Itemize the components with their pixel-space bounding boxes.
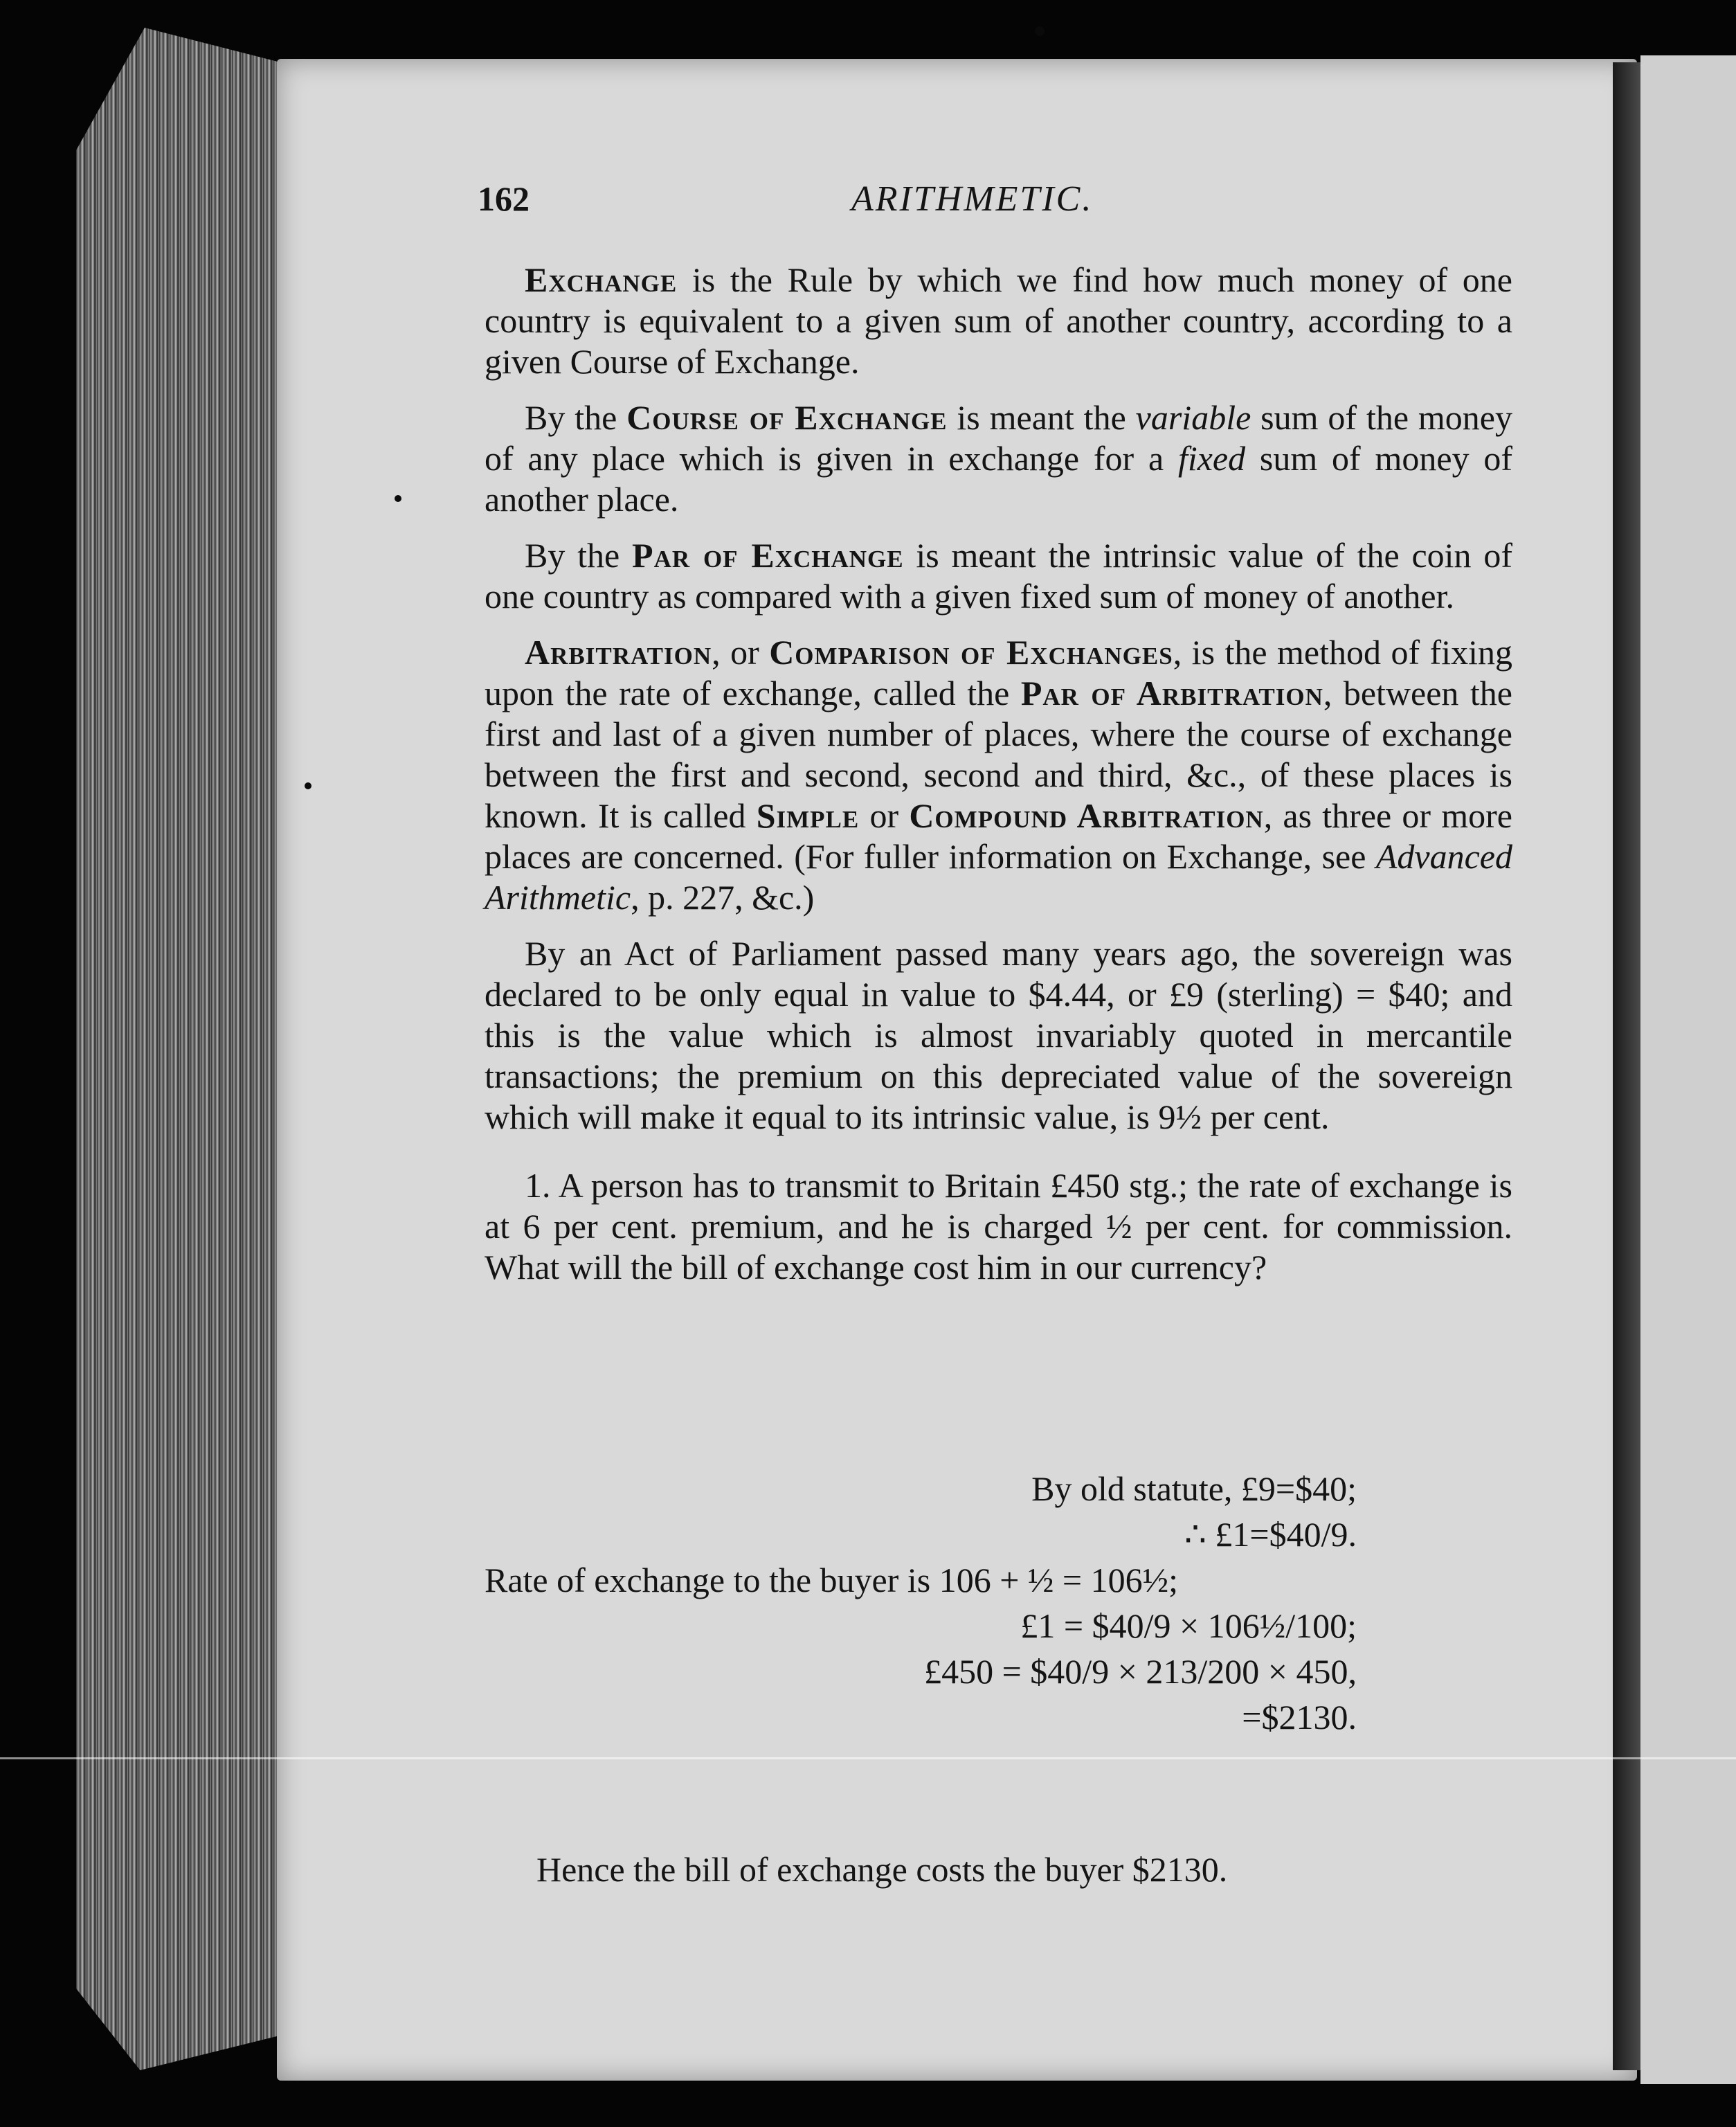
emphasis-variable: variable [1135,398,1251,437]
paragraph-text: , between the first and last of a given number of places, where the course of exchange between the first and second, second and third, &c., of these places is known. It is called [485,674,1513,835]
calc-line-one-pound: ∴ £1=$40/9. [1184,1515,1357,1554]
term-arbitration: Arbitration [525,633,712,672]
paragraph-text: , p. 227, &c.) [631,878,815,917]
calc-line-result: =$2130. [1242,1698,1357,1736]
paragraph-text: By an Act of Parliament passed many years ago, the sovereign was declared to be only equal in value to $4.44, or £9 (sterling) = $40; and this is the value which is almost invariably quoted in mercantile transactions; the premium on this depreciated value of the sovereign which will make it equal to its intrinsic value, is 9½ per cent. [485,934,1512,1136]
problem-1 [485,1165,1512,1288]
term-exchange: Exchange [525,260,678,299]
paragraph-par-of-exchange [485,535,1512,617]
reference-title: Advanced Arithmetic [485,837,1512,917]
page-number: 162 [478,179,530,218]
paragraph-text: , as three or more places are concerned. (For fuller information on Exchange, see [485,796,1513,876]
page-body [485,260,1512,1302]
term-simple: Simple [756,796,860,835]
ink-speck [1035,26,1045,36]
ink-speck [305,782,311,789]
paragraph-text: is meant the [947,398,1136,437]
worked-calculation [485,1468,1357,1742]
term-course-of-exchange: Course of Exchange [626,398,948,437]
facing-page-edge [1640,55,1736,2084]
calc-line-rate: Rate of exchange to the buyer is 106 + ½ = 106½; [485,1561,1179,1599]
paragraph-exchange-definition [485,260,1512,382]
ink-speck [395,495,401,502]
term-par-of-arbitration: Par of Arbitration [1020,674,1323,712]
emphasis-fixed: fixed [1177,439,1246,478]
paragraph-text: , is the method of fixing upon the rate of exchange, called the [485,633,1512,712]
running-head: ARITHMETIC. [851,179,1094,219]
calc-line-one-pound-rate: £1 = $40/9 × 106½/100; [1020,1606,1357,1645]
paragraph-text: is the Rule by which we find how much money of one country is equivalent to a given sum of another country, according to a given Course of Exchange. [485,260,1512,381]
paragraph-text: or [859,796,910,835]
book-page-edges [76,28,305,2070]
calc-line-statute: By old statute, £9=$40; [1031,1469,1357,1508]
conclusion-line: Hence the bill of exchange costs the buyer $2130. [536,1850,1228,1889]
paragraph-text: sum of the money of any place which is given in exchange for a [485,398,1512,478]
paragraph-text: By the [525,398,627,437]
paragraph-course-of-exchange [485,397,1512,520]
paragraph-text: sum of money of another place. [485,439,1513,519]
paragraph-text: , or [712,633,770,672]
paragraph-text: is meant the intrinsic value of the coin of one country as compared with a given fixed sum of money of another. [485,536,1513,616]
term-par-of-exchange: Par of Exchange [632,536,904,575]
book-gutter [1613,62,1640,2070]
paragraph-act-of-parliament [485,933,1512,1138]
calc-line-total: £450 = $40/9 × 213/200 × 450, [924,1652,1357,1691]
term-compound-arbitration: Compound Arbitration [909,796,1264,835]
term-comparison-of-exchanges: Comparison of Exchanges [769,633,1173,672]
paragraph-text: By the [525,536,633,575]
page-header [478,179,1509,234]
scan-artifact-line [0,1757,1736,1759]
problem-text: A person has to transmit to Britain £450 stg.; the rate of exchange is at 6 per cent. premium, and he is charged ½ per cent. for commission. What will the bill of exchange cost him in our currency? [485,1166,1512,1286]
paragraph-arbitration [485,632,1512,918]
problem-number: 1. [525,1166,551,1205]
